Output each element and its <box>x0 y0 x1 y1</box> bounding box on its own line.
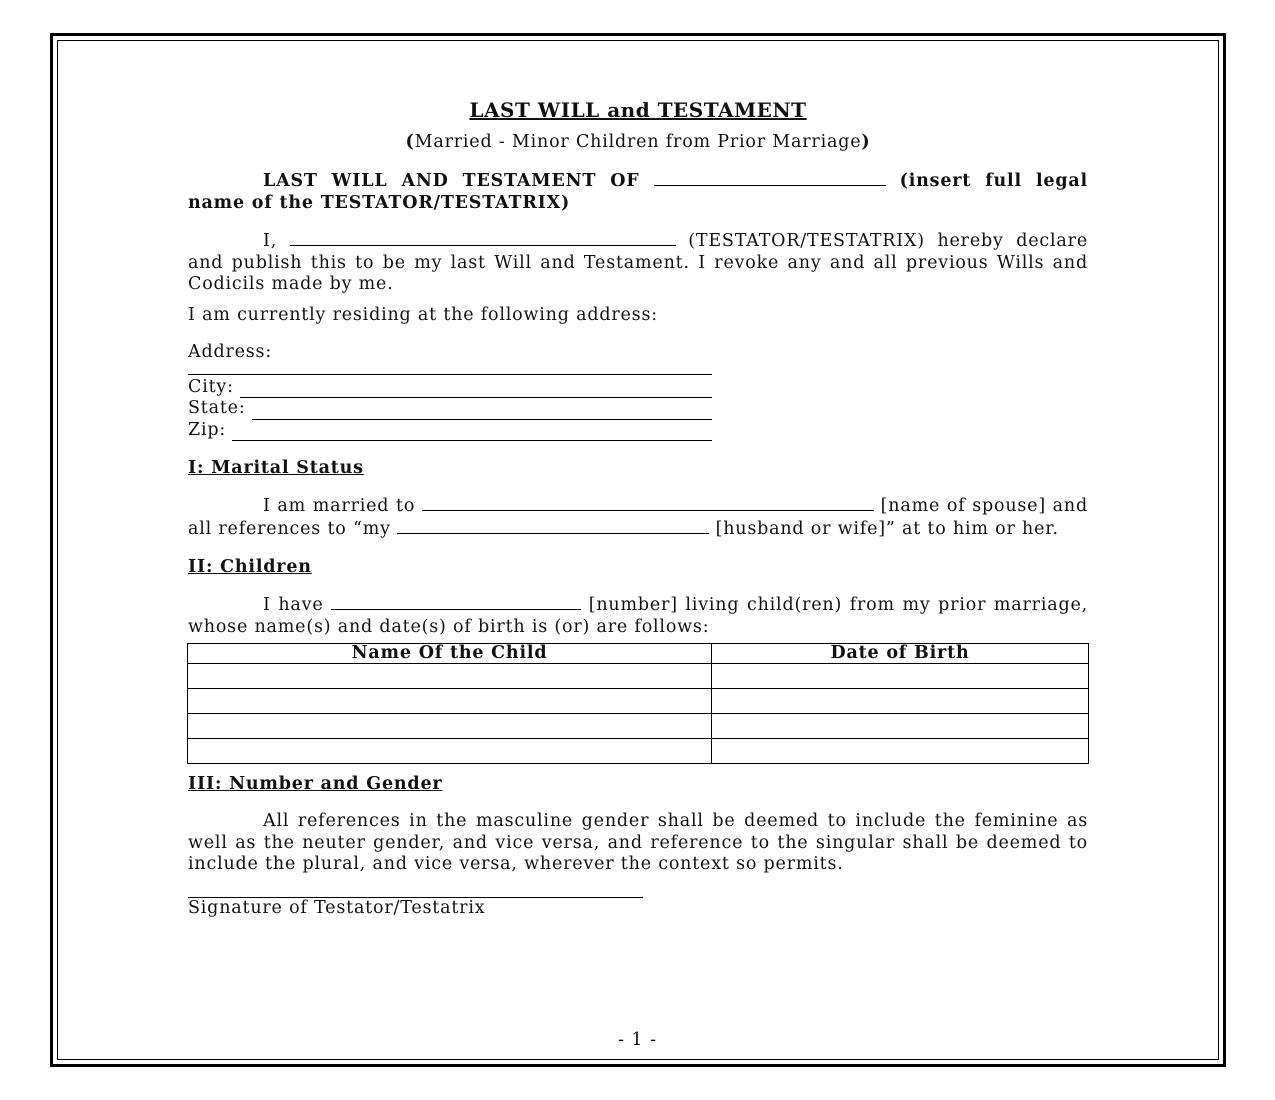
declaration-prefix: I, <box>263 231 278 251</box>
section-number-gender-heading: III: Number and Gender <box>188 774 443 794</box>
children-paragraph <box>188 594 1088 638</box>
child-name-cell[interactable] <box>188 739 712 764</box>
subtitle-open-paren: ( <box>405 132 415 152</box>
city-blank[interactable] <box>240 382 712 398</box>
subtitle-text: Married - Minor Children from Prior Marriage <box>414 132 862 152</box>
heading-prefix: LAST WILL AND TESTAMENT OF <box>263 171 640 191</box>
state-blank[interactable] <box>252 404 712 420</box>
children-suffix: [number] living child(ren) from my prior marriage, whose name(s) and date(s) of birth is (or) are follows: <box>188 595 1088 637</box>
document-body <box>188 98 1088 919</box>
document-subtitle <box>188 132 1088 152</box>
page-number: - 1 - <box>617 1030 658 1050</box>
child-name-cell[interactable] <box>188 664 712 689</box>
child-dob-cell[interactable] <box>712 689 1089 714</box>
married-prefix: I am married to <box>263 496 416 516</box>
child-dob-cell[interactable] <box>712 664 1089 689</box>
city-field[interactable] <box>188 377 712 399</box>
table-header-name: Name Of the Child <box>188 644 712 664</box>
address-label: Address: <box>188 342 273 362</box>
marital-paragraph <box>188 495 1088 540</box>
children-table <box>187 643 1089 764</box>
city-label: City: <box>188 376 234 397</box>
table-row <box>188 689 1089 714</box>
table-header-row <box>188 644 1089 664</box>
section-marital-status-heading: I: Marital Status <box>188 458 364 478</box>
children-count-blank[interactable] <box>331 594 581 610</box>
declarant-name-blank[interactable] <box>290 230 676 246</box>
child-name-cell[interactable] <box>188 714 712 739</box>
signature-blank[interactable] <box>188 885 643 898</box>
spouse-name-blank[interactable] <box>422 495 874 511</box>
section-children-heading: II: Children <box>188 557 312 577</box>
table-row <box>188 714 1089 739</box>
document-title: LAST WILL and TESTAMENT <box>469 98 807 122</box>
child-dob-cell[interactable] <box>712 739 1089 764</box>
table-row <box>188 739 1089 764</box>
state-field[interactable] <box>188 398 712 420</box>
subtitle-close-paren: ) <box>861 132 871 152</box>
married-mid: [name of spouse] and all references to “my <box>188 496 1088 539</box>
zip-label: Zip: <box>188 419 227 440</box>
table-header-dob: Date of Birth <box>712 644 1089 664</box>
state-label: State: <box>188 398 246 418</box>
zip-field[interactable] <box>188 420 712 442</box>
gender-paragraph: All references in the masculine gender shall be deemed to include the feminine as well as the neuter gender, and vice versa, and reference to the singular shall be deemed to include the plural, and vice versa, wherever the context so permits. <box>188 811 1088 874</box>
child-name-cell[interactable] <box>188 689 712 714</box>
signature-label: Signature of Testator/Testatrix <box>188 897 486 918</box>
married-suffix: [husband or wife]” at to him or her. <box>715 518 1059 539</box>
zip-blank[interactable] <box>232 425 712 441</box>
declaration-suffix: (TESTATOR/TESTATRIX) hereby declare and publish this to be my last Will and Testament. I revoke any and all previous Wills and Codicils made by me. <box>188 231 1088 294</box>
spouse-relation-blank[interactable] <box>397 518 709 534</box>
testator-heading <box>188 170 1088 214</box>
heading-suffix: (insert full legal name of the TESTATOR/TESTATRIX) <box>188 171 1088 213</box>
residing-text: I am currently residing at the following address: <box>188 304 658 325</box>
child-dob-cell[interactable] <box>712 714 1089 739</box>
table-row <box>188 664 1089 689</box>
children-prefix: I have <box>263 595 324 615</box>
declaration-paragraph <box>188 230 1088 296</box>
testator-name-blank[interactable] <box>654 170 886 186</box>
address-blank[interactable] <box>188 364 712 375</box>
